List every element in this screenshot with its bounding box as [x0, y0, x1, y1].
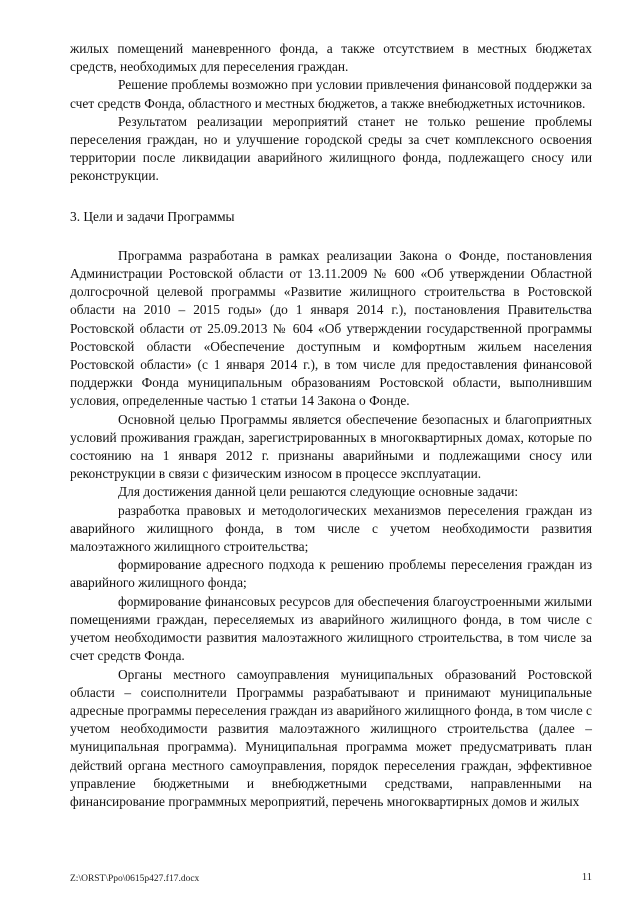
task-item-3: формирование финансовых ресурсов для обеспечения благоустроенными жилыми помещениями граждан, переселяемых из аварийного жилищного фонда, в том числе с учетом необходимости развития малоэтажного жилищного строительства, в том числе за счет средств Фонда.	[70, 593, 592, 664]
task-item-2: формирование адресного подхода к решению проблемы переселения граждан из аварийного жилищного фонда;	[70, 557, 592, 591]
footer-page-number: 11	[581, 872, 592, 883]
paragraph-3: Результатом реализации мероприятий станет не только решение проблемы переселения граждан, но и улучшение городской среды за счет комплексного освоения территории после ликвидации аварийного жилищного фонда, подлежащего сносу или реконструкции.	[70, 113, 592, 184]
paragraph-tasks-intro: Для достижения данной цели решаются следующие основные задачи:	[118, 484, 519, 500]
task-item-1: разработка правовых и методологических механизмов переселения граждан из аварийного жилищного фонда, в том числе с учетом необходимости развития малоэтажного жилищного строительства;	[70, 502, 592, 555]
paragraph-local-authorities: Органы местного самоуправления муниципальных образований Ростовской области – соисполнители Программы разрабатывают и принимают муниципальные адресные программы переселения граждан из аварийного жилищного фонда, в том числе с учетом необходимости развития малоэтажного жилищного строительства (далее – муниципальная программа). Муниципальная программа может предусматривать план действий органа местного самоуправления, порядок переселения граждан, эффективное управление бюджетными и внебюджетными средствами, направленными на финансирование программных мероприятий, перечень многоквартирных домов и жилых	[70, 666, 592, 809]
paragraph-1: жилых помещений маневренного фонда, а также отсутствием в местных бюджетах средств, необходимых для переселения граждан.	[70, 41, 592, 75]
footer-file-path: Z:\ORST\Ppo\0615p427.f17.docx	[70, 874, 200, 884]
paragraphs-before	[70, 40, 592, 186]
paragraph-main-goal: Основной целью Программы является обеспечение безопасных и благоприятных условий проживания граждан, зарегистрированных в многоквартирных домах, которые по состоянию на 1 января 2012 г. признаны аварийными и подлежащими сносу или реконструкции в связи с физическим износом в процессе эксплуатации.	[70, 411, 592, 482]
section-heading: 3. Цели и задачи Программы	[70, 208, 235, 224]
paragraphs-after	[70, 247, 592, 811]
paragraph-program-basis: Программа разработана в рамках реализации Закона о Фонде, постановления Администрации Ростовской области от 13.11.2009 № 600 «Об утверждении Областной долгосрочной целевой программы «Развитие жилищного строительства в Ростовской области на 2010 – 2015 годы» (до 1 января 2014 г.), постановления Правительства Ростовской области от 25.09.2013 № 604 «Об утверждении государственной программы Ростовской области «Обеспечение доступным и комфортным жильем населения Ростовской области» (с 1 января 2014 г.), в том числе для предоставления финансовой поддержки Фонда муниципальным образованиям Ростовской области, выполнившим условия, определенные частью 1 статьи 14 Закона о Фонде.	[70, 247, 592, 409]
paragraph-2: Решение проблемы возможно при условии привлечения финансовой поддержки за счет средств Фонда, областного и местных бюджетов, а также внебюджетных источников.	[70, 77, 592, 111]
document-page	[70, 40, 592, 811]
